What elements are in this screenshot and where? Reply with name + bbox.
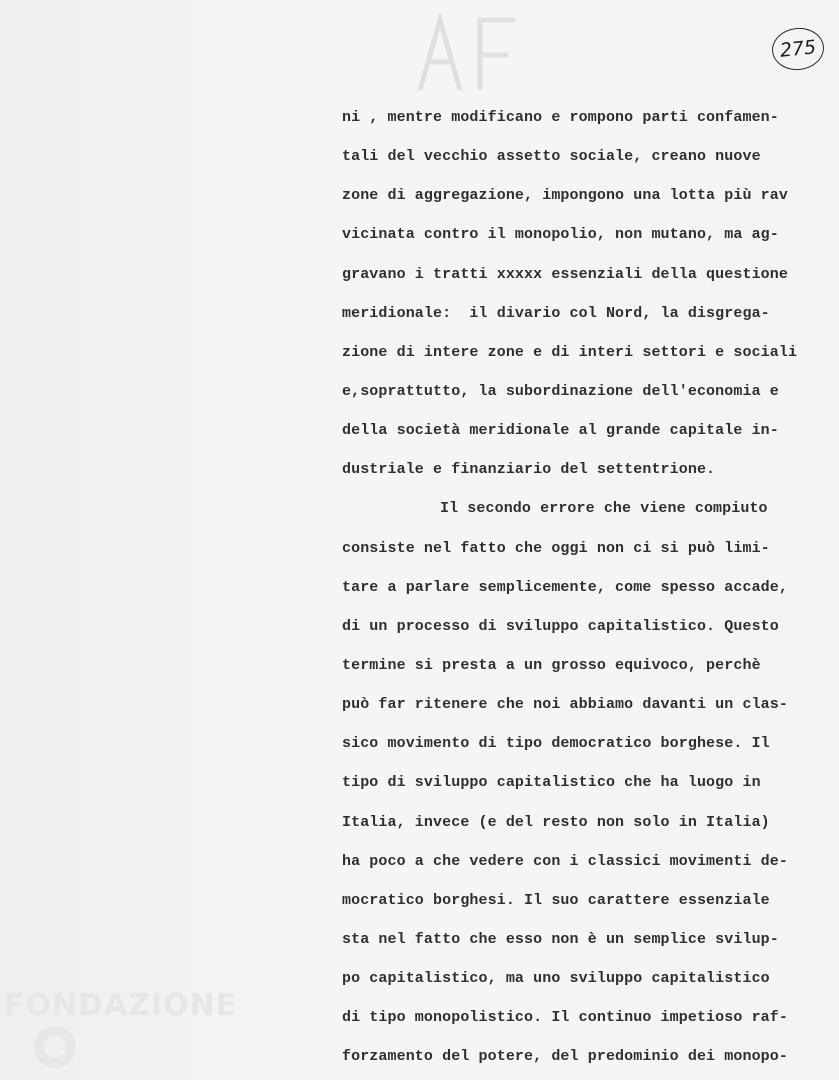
text-line: e,soprattutto, la subordinazione dell'economia e (342, 382, 779, 400)
text-line: tali del vecchio assetto sociale, creano nuove (342, 148, 761, 166)
text-line: zione di intere zone e di interi settori e sociali (342, 343, 798, 361)
text-line: sta nel fatto che esso non è un semplice svilup- (342, 930, 779, 948)
paragraph-start-line: Il secondo errore che viene compiuto (440, 500, 768, 518)
text-line: di tipo monopolistico. Il continuo impetioso raf- (342, 1009, 788, 1027)
text-line: Italia, invece (e del resto non solo in Italia) (342, 813, 770, 831)
text-line: termine si presta a un grosso equivoco, perchè (342, 656, 761, 674)
text-line: meridionale: il divario col Nord, la disgrega- (342, 304, 770, 322)
text-line: zone di aggregazione, impongono una lotta più rav (342, 187, 788, 205)
page-number-circled (770, 25, 826, 72)
text-line: ha poco a che vedere con i classici movimenti de- (342, 852, 788, 870)
text-line: forzamento del potere, del predominio dei monopo- (342, 1048, 788, 1066)
text-line: gravano i tratti xxxxx essenziali della questione (342, 265, 788, 283)
text-line: mocratico borghesi. Il suo carattere essenziale (342, 891, 770, 909)
text-line: consiste nel fatto che oggi non ci si può limi- (342, 539, 770, 557)
text-line: può far ritenere che noi abbiamo davanti un clas- (342, 696, 788, 714)
text-line: tipo di sviluppo capitalistico che ha luogo in (342, 774, 761, 792)
watermark-logo-icon (34, 1026, 76, 1068)
text-line: dustriale e finanziario del settentrione. (342, 461, 716, 479)
text-line: tare a parlare semplicemente, come spesso accade, (342, 578, 788, 596)
text-line: vicinata contro il monopolio, non mutano, ma ag- (342, 226, 779, 244)
page-number-text: 275 (778, 36, 818, 62)
text-line: ni , mentre modificano e rompono parti confamen- (342, 109, 779, 126)
bleed-through-stamp (380, 0, 550, 100)
watermark-text: FONDAZIONE (4, 988, 238, 1023)
typed-text-block (342, 104, 832, 1080)
text-line: di un processo di sviluppo capitalistico. Questo (342, 617, 779, 635)
text-line: sico movimento di tipo democratico borghese. Il (342, 735, 770, 753)
text-line: della società meridionale al grande capitale in- (342, 422, 779, 440)
text-line: po capitalistico, ma uno sviluppo capitalistico (342, 970, 770, 988)
